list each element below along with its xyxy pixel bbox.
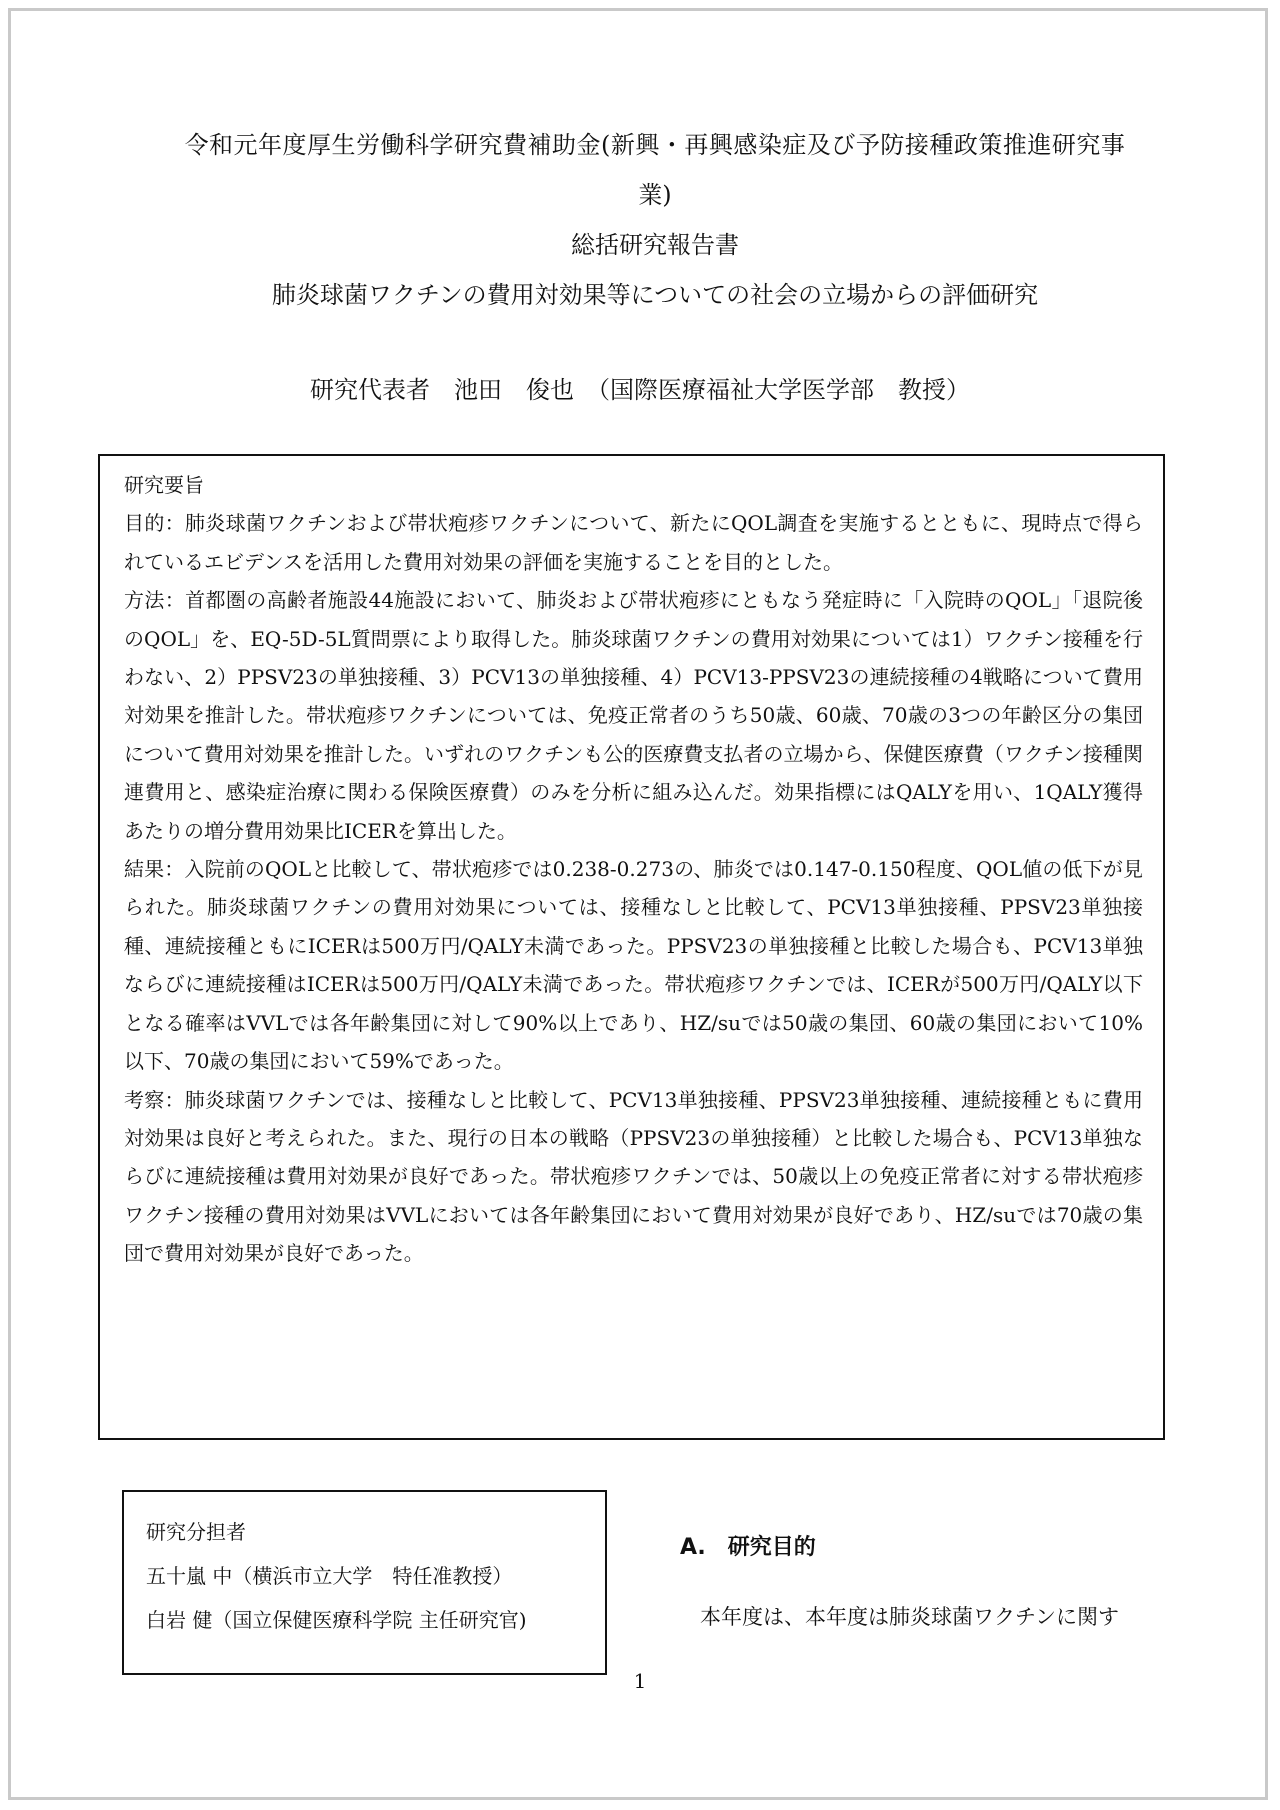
author-affiliation: （国際医療福祉大学医学部 教授） [598, 376, 970, 404]
research-summary-box [98, 454, 1165, 1440]
title-line-2: 業) [638, 181, 672, 209]
co-researchers-heading: 研究分担者 [146, 1520, 246, 1544]
co-researcher-item: 白岩 健（国立保健医療科学院 主任研究官) [146, 1608, 527, 1632]
research-title: 肺炎球菌ワクチンの費用対効果等についての社会の立場からの評価研究 [271, 281, 1039, 309]
author-role: 研究代表者 [310, 376, 430, 404]
summary-discussion: 考察：肺炎球菌ワクチンでは、接種なしと比較して、PCV13単独接種、PPSV23単独接種、連続接種ともに費用対効果は良好と考えられた。また、現行の日本の戦略（PPSV23の単独接種）と比較した場合も、PCV13単独ならびに連続接種は費用対効果が良好であった。帯状疱疹ワクチンでは、50歳以上の免疫正常者に対する帯状疱疹ワクチン接種の費用対効果はVVLにおいては各年齢集団において費用対効果が良好であり、HZ/suでは70歳の集団で費用対効果が良好であった。 [124, 1087, 1143, 1266]
summary-heading: 研究要旨 [124, 473, 204, 497]
title-line-1: 令和元年度厚生労働科学研究費補助金(新興・再興感染症及び予防接種政策推進研究事 [184, 131, 1126, 159]
title-block [150, 120, 1160, 320]
summary-objective: 目的：肺炎球菌ワクチンおよび帯状疱疹ワクチンについて、新たにQOL調査を実施するとともに、現時点で得られているエビデンスを活用した費用対効果の評価を実施することを目的とした。 [124, 511, 1143, 574]
section-a-body: 本年度は、本年度は肺炎球菌ワクチンに関す [700, 1605, 1119, 1629]
author-line [0, 370, 1280, 410]
co-researcher-item: 五十嵐 中（横浜市立大学 特任准教授） [146, 1564, 513, 1588]
report-type: 総括研究報告書 [571, 231, 739, 259]
author-name: 池田 俊也 [454, 376, 574, 404]
page-number: 1 [633, 1669, 647, 1693]
co-researchers-box [122, 1490, 607, 1675]
summary-results: 結果：入院前のQOLと比較して、帯状疱疹では0.238-0.273の、肺炎では0.147-0.150程度、QOL値の低下が見られた。肺炎球菌ワクチンの費用対効果については、接種なしと比較して、PCV13単独接種、PPSV23単独接種、連続接種ともにICERは500万円/QALY未満であった。PPSV23の単独接種と比較した場合も、PCV13単独ならびに連続接種はICERは500万円/QALY未満であった。帯状疱疹ワクチンでは、ICERが500万円/QALY以下となる確率はVVLでは各年齢集団に対して90%以上であり、HZ/suでは50歳の集団、60歳の集団において10%以下、70歳の集団において59%であった。 [124, 857, 1143, 1074]
section-a-heading: A. 研究目的 [680, 1535, 816, 1560]
summary-methods: 方法：首都圏の高齢者施設44施設において、肺炎および帯状疱疹にともなう発症時に「入院時のQOL」「退院後のQOL」を、EQ-5D-5L質問票により取得した。肺炎球菌ワクチンの費用対効果については1）ワクチン接種を行わない、2）PPSV23の単独接種、3）PCV13の単独接種、4）PCV13-PPSV23の連続接種の4戦略について費用対効果を推計した。帯状疱疹ワクチンについては、免疫正常者のうち50歳、60歳、70歳の3つの年齢区分の集団について費用対効果を推計した。いずれのワクチンも公的医療費支払者の立場から、保健医療費（ワクチン接種関連費用と、感染症治療に関わる保険医療費）のみを分析に組み込んだ。効果指標にはQALYを用い、1QALY獲得あたりの増分費用効果比ICERを算出した。 [124, 588, 1143, 843]
